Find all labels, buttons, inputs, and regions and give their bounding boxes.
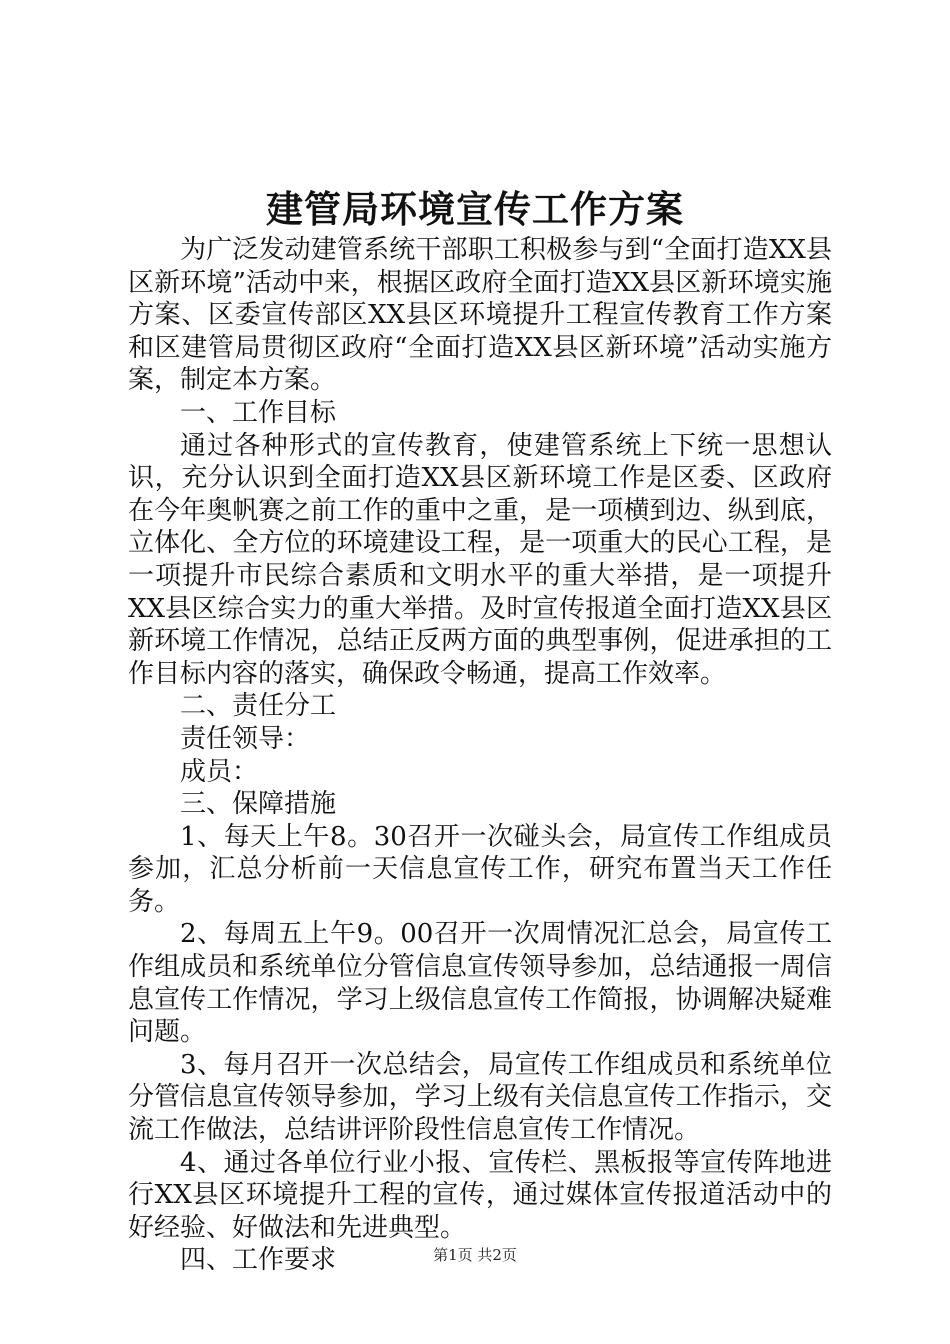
measure-item-1: 1、每天上午8。30召开一次碰头会，局宣传工作组成员参加，汇总分析前一天信息宣传工作，研究布置当天工作任务。 (128, 821, 832, 917)
goals-paragraph: 通过各种形式的宣传教育，使建管系统上下统一思想认识，充分认识到全面打造XX县区新环境工作是区委、区政府在今年奥帆赛之前工作的重中之重，是一项横到边、纵到底，立体化、全方位的环境建设工程，是一项重大的民心工程，是一项提升市民综合素质和文明水平的重大举措，是一项提升XX县区综合实力的重大举措。及时宣传报道全面打造XX县区新环境工作情况，总结正反两方面的典型事例，促进承担的工作目标内容的落实，确保政令畅通，提高工作效率。 (128, 430, 832, 689)
measure-item-4: 4、通过各单位行业小报、宣传栏、黑板报等宣传阵地进行XX县区环境提升工程的宣传，通过媒体宣传报道活动中的好经验、好做法和先进典型。 (128, 1147, 832, 1243)
section-heading-requirements: 四、工作要求 (180, 1245, 337, 1276)
measure-item-2: 2、每周五上午9。00召开一次周情况汇总会，局宣传工作组成员和系统单位分管信息宣传领导参加，总结通报一周信息宣传工作情况，学习上级信息宣传工作简报，协调解决疑难问题。 (128, 919, 832, 1048)
page-title: 建管局环境宣传工作方案 (266, 187, 684, 231)
members-line: 成员： (180, 756, 259, 787)
document-body (128, 234, 832, 1277)
section-heading-measures: 三、保障措施 (180, 789, 337, 820)
section-heading-responsibility: 二、责任分工 (180, 691, 337, 722)
intro-paragraph: 为广泛发动建管系统干部职工积极参与到“全面打造XX县区新环境”活动中来，根据区政府全面打造XX县区新环境实施方案、区委宣传部区XX县区环境提升工程宣传教育工作方案和区建管局贯彻区政府“全面打造XX县区新环境”活动实施方案，制定本方案。 (128, 235, 832, 396)
page-footer: 第1页 共2页 (433, 1246, 517, 1264)
measure-item-3: 3、每月召开一次总结会，局宣传工作组成员和系统单位分管信息宣传领导参加，学习上级有关信息宣传工作指示，交流工作做法，总结讲评阶段性信息宣传工作情况。 (128, 1049, 832, 1146)
responsible-leader-line: 责任领导： (180, 723, 311, 754)
section-heading-goals: 一、工作目标 (180, 397, 337, 428)
